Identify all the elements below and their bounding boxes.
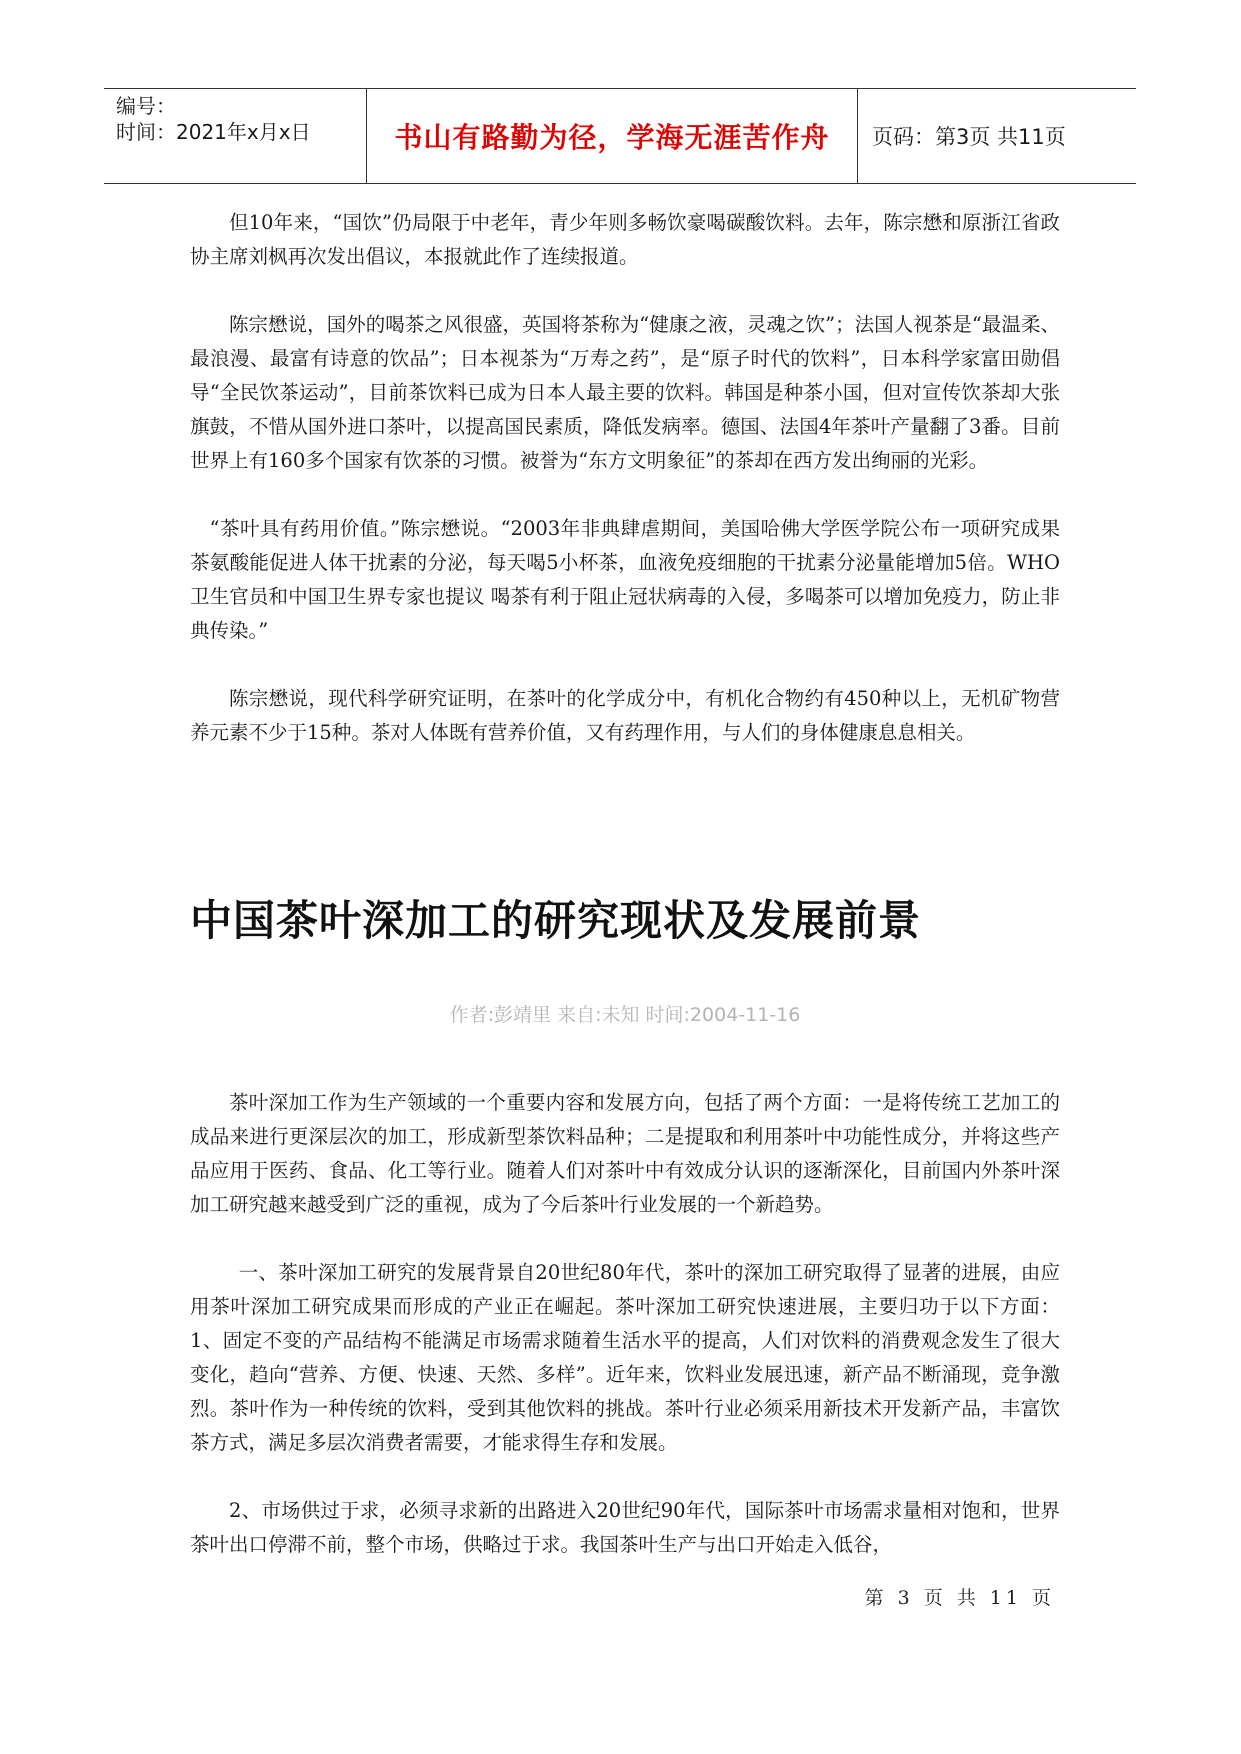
page-footer: 第 3 页 共 11 页 bbox=[864, 1587, 1055, 1609]
paragraph: 茶叶深加工作为生产领域的一个重要内容和发展方向，包括了两个方面：一是将传统工艺加工的成品来进行更深层次的加工，形成新型茶饮料品种；二是提取和利用茶叶中功能性成分，并将这些产品应用于医药、食品、化工等行业。随着人们对茶叶中有效成分认识的逐渐深化，目前国内外茶叶深加工研究越来越受到广泛的重视，成为了今后茶叶行业发展的一个新趋势。 bbox=[190, 1091, 1060, 1216]
header-motto: 书山有路勤为径，学海无涯苦作舟 bbox=[367, 89, 858, 183]
paragraph: “茶叶具有药用价值。”陈宗懋说。“2003年非典肆虐期间，美国哈佛大学医学院公布一项研究成果 茶氨酸能促进人体干扰素的分泌，每天喝5小杯茶，血液免疫细胞的干扰素分泌量能增加5倍。WHO卫生官员和中国卫生界专家也提议 喝茶有利于阻止冠状病毒的入侵，多喝茶可以增加免疫力，防止非典传染。” bbox=[190, 517, 1060, 642]
page-header bbox=[104, 88, 1136, 184]
article-title: 中国茶叶深加工的研究现状及发展前景 bbox=[190, 896, 922, 945]
paragraph: 陈宗懋说，现代科学研究证明，在茶叶的化学成分中，有机化合物约有450种以上，无机矿物营养元素不少于15种。茶对人体既有营养价值，又有药理作用，与人们的身体健康息息相关。 bbox=[190, 687, 1060, 744]
document-number-label: 编号： bbox=[116, 94, 176, 118]
document-time-label: 时间：2021年x月x日 bbox=[116, 120, 311, 144]
header-page-label: 页码：第3页 共11页 bbox=[872, 125, 1066, 149]
header-meta bbox=[104, 89, 367, 183]
paragraph: 但10年来，“国饮”仍局限于中老年，青少年则多畅饮豪喝碳酸饮料。去年，陈宗懋和原浙江省政协主席刘枫再次发出倡议，本报就此作了连续报道。 bbox=[190, 211, 1060, 268]
paragraph: 2、市场供过于求，必须寻求新的出路进入20世纪90年代，国际茶叶市场需求量相对饱和，世界茶叶出口停滞不前，整个市场，供略过于求。我国茶叶生产与出口开始走入低谷， bbox=[190, 1499, 1060, 1556]
paragraph: 陈宗懋说，国外的喝茶之风很盛，英国将茶称为“健康之液，灵魂之饮”；法国人视茶是“最温柔、最浪漫、最富有诗意的饮品”；日本视茶为“万寿之药”，是“原子时代的饮料”，日本科学家富田勋倡导“全民饮茶运动”，目前茶饮料已成为日本人最主要的饮料。韩国是种茶小国，但对宣传饮茶却大张旗鼓，不惜从国外进口茶叶，以提高国民素质，降低发病率。德国、法国4年茶叶产量翻了3番。目前世界上有160多个国家有饮茶的习惯。被誉为“东方文明象征”的茶却在西方发出绚丽的光彩。 bbox=[190, 313, 1060, 472]
paragraph: 一、茶叶深加工研究的发展背景自20世纪80年代，茶叶的深加工研究取得了显著的进展，由应用茶叶深加工研究成果而形成的产业正在崛起。茶叶深加工研究快速进展，主要归功于以下方面：1、固定不变的产品结构不能满足市场需求随着生活水平的提高，人们对饮料的消费观念发生了很大变化，趋向“营养、方便、快速、天然、多样”。近年来，饮料业发展迅速，新产品不断涌现，竞争激烈。茶叶作为一种传统的饮料，受到其他饮料的挑战。茶叶行业必须采用新技术开发新产品，丰富饮茶方式，满足多层次消费者需要，才能求得生存和发展。 bbox=[190, 1261, 1060, 1454]
article-2-body bbox=[190, 1086, 1060, 1562]
article-byline: 作者:彭靖里 来自:未知 时间:2004-11-16 bbox=[449, 1004, 801, 1026]
article-1-body bbox=[190, 206, 1060, 750]
